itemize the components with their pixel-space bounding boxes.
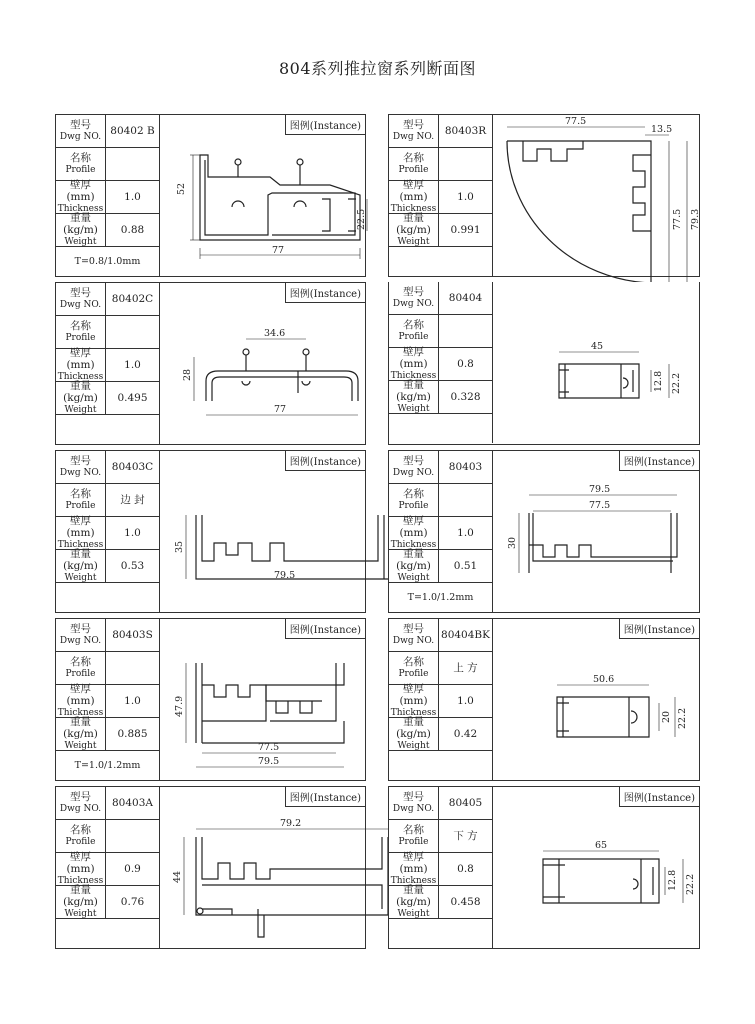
weight-label: 重量 (kg/m) Weight [56,550,106,583]
profile-value [439,148,493,181]
profile-card-80403r [388,114,700,277]
thickness-label: 壁厚 (mm) Thickness [389,181,439,214]
legend-label: 图例(Instance) [285,115,365,135]
weight-value: 0.88 [106,214,160,247]
section-drawing-svg [160,787,367,948]
dwg-label: 型号 Dwg NO. [389,282,439,315]
profile-label: 名称 Profile [56,484,106,517]
profile-drawing [493,619,699,780]
dwg-value: 80403C [106,451,160,484]
note [56,919,160,948]
weight-value: 0.76 [106,886,160,919]
profile-label: 名称 Profile [389,315,439,348]
profile-value: 下 方 [439,820,493,853]
profile-value [439,315,493,348]
dwg-label: 型号 Dwg NO. [56,787,106,820]
thickness-label: 壁厚 (mm) Thickness [389,348,439,381]
dwg-value: 80404BK [439,619,493,652]
dwg-value: 80405 [439,787,493,820]
profile-card-80405 [388,786,700,949]
note: T=0.8/1.0mm [56,247,160,276]
legend-label: 图例(Instance) [619,787,699,807]
weight-value: 0.885 [106,718,160,751]
dim-79-2: 79.2 [280,818,302,829]
profile-label: 名称 Profile [56,652,106,685]
dwg-label: 型号 Dwg NO. [389,115,439,148]
dim-77-5: 77.5 [258,742,280,753]
dim-47-9: 47.9 [174,695,185,717]
dwg-label: 型号 Dwg NO. [389,451,439,484]
profile-drawing [493,115,699,276]
dim-65: 65 [595,840,608,851]
weight-value: 0.53 [106,550,160,583]
section-drawing-svg [160,283,367,444]
thickness-label: 壁厚 (mm) Thickness [56,517,106,550]
profile-value [439,484,493,517]
dwg-label: 型号 Dwg NO. [56,451,106,484]
legend-label: 图例(Instance) [285,283,365,303]
dim-22-5: 22.5 [356,208,367,230]
profile-value: 上 方 [439,652,493,685]
profile-drawing [493,451,699,612]
weight-label: 重量 (kg/m) Weight [389,718,439,751]
thickness-value: 1.0 [106,349,160,382]
dim-12-8: 12.8 [653,370,664,392]
thickness-value: 1.0 [106,517,160,550]
dim-30: 30 [507,536,518,549]
dim-22-2: 22.2 [671,372,682,394]
dim-79-5: 79.5 [258,756,280,767]
dwg-value: 80402 B [106,115,160,148]
dim-35: 35 [174,540,185,553]
weight-label: 重量 (kg/m) Weight [56,886,106,919]
thickness-label: 壁厚 (mm) Thickness [56,853,106,886]
dim-77: 77 [272,245,285,256]
thickness-value: 1.0 [439,181,493,214]
profile-card-80404bk [388,618,700,781]
profile-label: 名称 Profile [389,820,439,853]
profile-card-80404 [388,282,700,445]
profile-card-80402c [55,282,366,445]
profile-card-80403s [55,618,366,781]
dwg-value: 80404 [439,282,493,315]
profile-value [106,652,160,685]
thickness-label: 壁厚 (mm) Thickness [389,853,439,886]
dwg-label: 型号 Dwg NO. [389,787,439,820]
weight-value: 0.42 [439,718,493,751]
thickness-label: 壁厚 (mm) Thickness [56,685,106,718]
note [389,247,493,276]
note [389,751,493,780]
dim-44: 44 [172,870,183,883]
note: T=1.0/1.2mm [389,583,493,612]
legend-label: 图例(Instance) [285,787,365,807]
thickness-label: 壁厚 (mm) Thickness [389,517,439,550]
dim-79-5: 79.5 [589,484,611,495]
thickness-value: 1.0 [106,181,160,214]
dwg-value: 80403R [439,115,493,148]
dim-28: 28 [182,368,193,381]
dwg-value: 80403S [106,619,160,652]
dim-50-6: 50.6 [593,674,615,685]
dim-77: 77 [274,404,287,415]
profile-label: 名称 Profile [389,148,439,181]
profile-label: 名称 Profile [389,652,439,685]
profile-label: 名称 Profile [56,820,106,853]
dim-79-3: 79.3 [690,208,701,230]
profile-drawing [160,283,365,444]
weight-label: 重量 (kg/m) Weight [56,382,106,415]
dwg-label: 型号 Dwg NO. [56,115,106,148]
dwg-label: 型号 Dwg NO. [56,619,106,652]
weight-value: 0.458 [439,886,493,919]
dim-22-2: 22.2 [685,873,696,895]
dim-77-5: 77.5 [589,500,611,511]
weight-value: 0.328 [439,381,493,414]
note: T=1.0/1.2mm [56,751,160,780]
weight-label: 重量 (kg/m) Weight [389,886,439,919]
weight-label: 重量 (kg/m) Weight [56,214,106,247]
weight-label: 重量 (kg/m) Weight [389,381,439,414]
profile-card-80403c [55,450,366,613]
thickness-label: 壁厚 (mm) Thickness [56,349,106,382]
note [389,919,493,948]
legend-label: 图例(Instance) [619,451,699,471]
section-drawing-svg [160,451,367,612]
section-drawing-svg [493,619,700,780]
weight-label: 重量 (kg/m) Weight [56,718,106,751]
legend-label: 图例(Instance) [285,451,365,471]
thickness-value: 1.0 [439,685,493,718]
thickness-value: 1.0 [439,517,493,550]
section-drawing-svg [493,451,700,612]
profile-card-80403a [55,786,366,949]
dim-79-5: 79.5 [274,570,296,581]
dim-77-5-side: 77.5 [672,208,683,230]
profile-drawing [493,282,699,444]
section-drawing-svg [493,787,700,948]
section-drawing-svg [160,115,367,276]
dwg-value: 80403A [106,787,160,820]
weight-label: 重量 (kg/m) Weight [389,214,439,247]
profile-card-80403 [388,450,700,613]
dim-52: 52 [176,182,187,195]
dim-45: 45 [591,341,604,352]
weight-value: 0.51 [439,550,493,583]
section-drawing-svg [493,115,699,276]
profile-value [106,148,160,181]
page-title: 804系列推拉窗系列断面图 [278,59,477,78]
profile-card-80402b [55,114,366,277]
profile-label: 名称 Profile [389,484,439,517]
dwg-value: 80403 [439,451,493,484]
dim-20: 20 [661,710,672,723]
weight-value: 0.495 [106,382,160,415]
dim-12-8: 12.8 [667,869,678,891]
profile-drawing [160,115,365,276]
note [56,583,160,612]
note [56,415,160,444]
thickness-value: 0.8 [439,853,493,886]
dim-13-5: 13.5 [651,124,673,135]
thickness-value: 1.0 [106,685,160,718]
profile-value [106,820,160,853]
dim-34-6: 34.6 [264,328,286,339]
dwg-label: 型号 Dwg NO. [389,619,439,652]
note [389,414,493,443]
weight-label: 重量 (kg/m) Weight [389,550,439,583]
dwg-value: 80402C [106,283,160,316]
profile-value: 边 封 [106,484,160,517]
legend-label: 图例(Instance) [285,619,365,639]
thickness-value: 0.9 [106,853,160,886]
profile-label: 名称 Profile [56,316,106,349]
thickness-label: 壁厚 (mm) Thickness [389,685,439,718]
profile-value [106,316,160,349]
section-drawing-svg [160,619,367,780]
profile-drawing [160,787,365,948]
profile-drawing [493,787,699,948]
profile-label: 名称 Profile [56,148,106,181]
dwg-label: 型号 Dwg NO. [56,283,106,316]
weight-value: 0.991 [439,214,493,247]
thickness-value: 0.8 [439,348,493,381]
legend-label: 图例(Instance) [619,619,699,639]
thickness-label: 壁厚 (mm) Thickness [56,181,106,214]
profile-drawing [160,451,365,612]
dim-22-2: 22.2 [677,707,688,729]
section-drawing-svg [493,282,700,443]
dim-77-5-top: 77.5 [565,116,587,127]
profile-drawing [160,619,365,780]
